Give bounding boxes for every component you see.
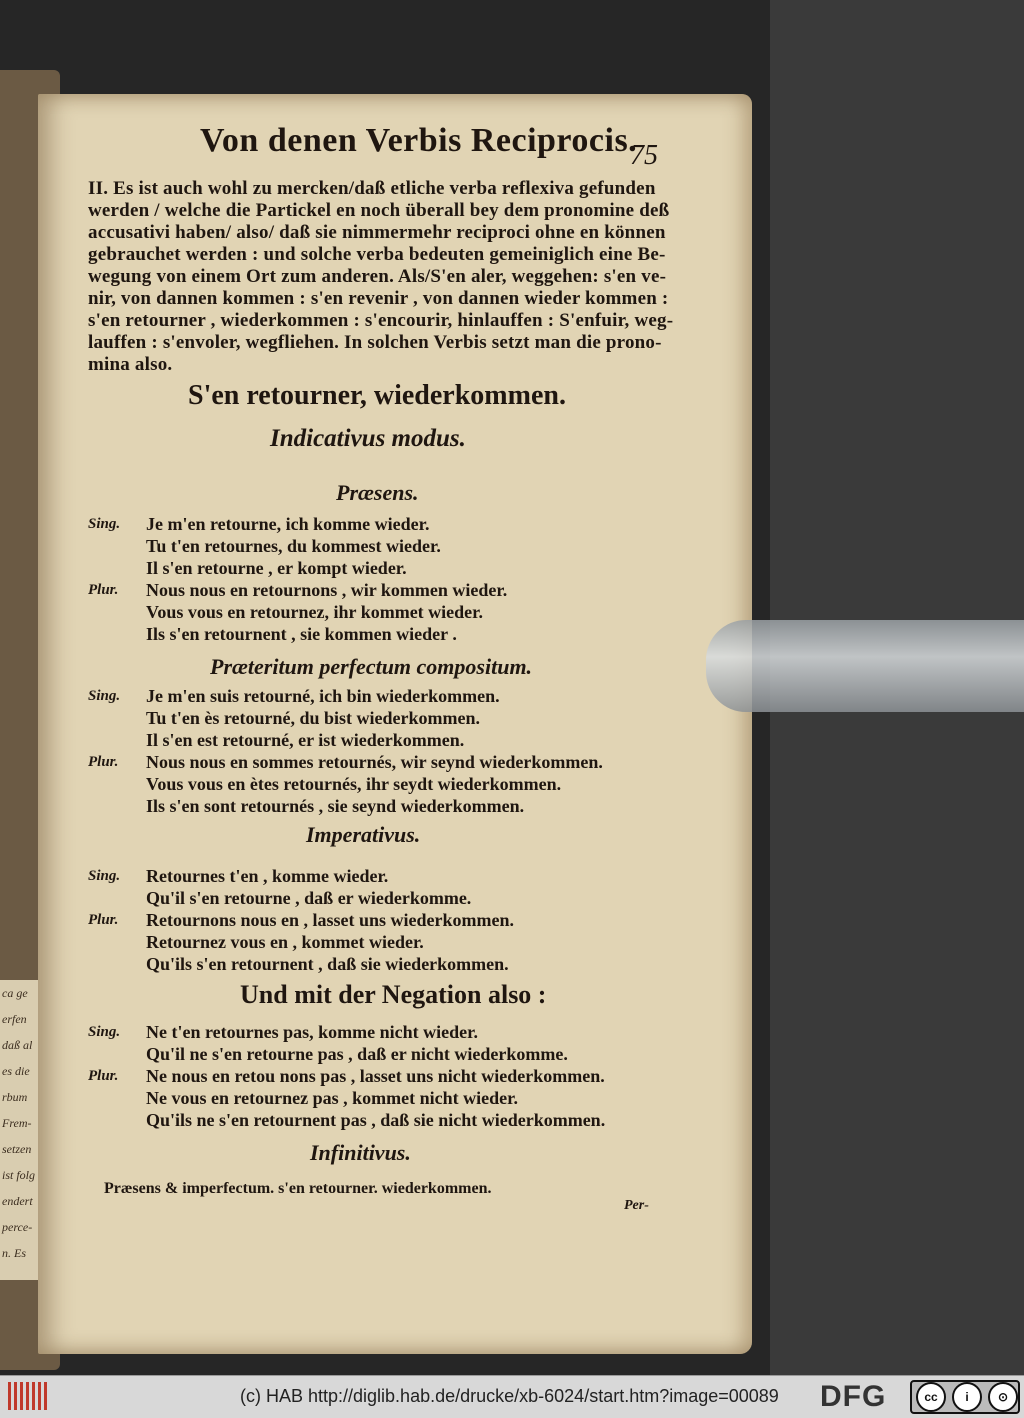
dfg-logo: DFG	[820, 1380, 887, 1413]
plur-label: Plur.	[88, 912, 119, 928]
page-number: 75	[630, 140, 658, 171]
section-heading-present: Præsens.	[336, 480, 419, 505]
conjugation-row: Retournez vous en , kommet wieder.	[146, 932, 424, 952]
sing-label: Sing.	[88, 688, 121, 704]
plur-label: Plur.	[88, 754, 119, 770]
plur-label: Plur.	[88, 582, 119, 598]
sing-label: Sing.	[88, 516, 121, 532]
conjugation-row: Vous vous en retournez, ihr kommet wieder.	[146, 602, 483, 622]
sa-icon: ⊙	[988, 1382, 1018, 1412]
conjugation-row: Qu'il ne s'en retourne pas , daß er nicht wiederkomme.	[146, 1044, 568, 1064]
section-heading-imperative: Imperativus.	[306, 822, 421, 847]
conjugation-row: Nous nous en retournons , wir kommen wieder.	[146, 580, 508, 600]
conjugation-row: Qu'il s'en retourne , daß er wiederkomme.	[146, 888, 472, 908]
intro-line: gebrauchet werden : und solche verba bedeuten gemeiniglich eine Be-	[88, 244, 666, 265]
credit-text: (c) HAB http://diglib.hab.de/drucke/xb-6024/start.htm?image=00089	[240, 1386, 779, 1406]
left-fragment-line: erfen	[2, 1012, 27, 1026]
conjugation-row: Tu t'en ès retourné, du bist wiederkommen.	[146, 708, 481, 728]
conjugation-row: Nous nous en sommes retournés, wir seynd wiederkommen.	[146, 752, 603, 772]
conjugation-row: Ne nous en retou nons pas , lasset uns nicht wiederkommen.	[146, 1066, 605, 1086]
conjugation-row: Je m'en retourne, ich komme wieder.	[146, 514, 430, 534]
intro-line: accusativi haben/ also/ daß sie nimmermehr reciproci ohne en können	[88, 222, 666, 243]
conjugation-row: Il s'en est retourné, er ist wiederkommen.	[146, 730, 465, 750]
left-fragment-line: n. Es	[2, 1246, 26, 1260]
hab-logo-icon	[8, 1382, 48, 1410]
left-fragment-line: Frem-	[2, 1116, 32, 1130]
left-fragment-line: perce-	[2, 1220, 33, 1234]
left-fragment-line: ca ge	[2, 986, 28, 1000]
conjugation-row: Retournes t'en , komme wieder.	[146, 866, 389, 886]
intro-line: lauffen : s'envoler, wegfliehen. In solchen Verbis setzt man die prono-	[88, 332, 662, 353]
running-header: Von denen Verbis Reciprocis.	[200, 122, 638, 159]
intro-line: werden / welche die Partickel en noch überall bey dem pronomine deß	[88, 200, 670, 221]
intro-line: wegung von einem Ort zum anderen. Als/S'en aler, weggehen: s'en ve-	[88, 266, 667, 287]
conjugation-row: Tu t'en retournes, du kommest wieder.	[146, 536, 441, 556]
section-heading-negation: Und mit der Negation also :	[240, 980, 547, 1009]
conjugation-row: Ils s'en retournent , sie kommen wieder .	[146, 624, 457, 644]
left-fragment-line: rbum	[2, 1090, 28, 1104]
intro-line: s'en retourner , wiederkommen : s'encourir, hinlauffen : S'enfuir, weg-	[88, 310, 674, 331]
left-fragment-line: daß al	[2, 1038, 33, 1052]
section-heading-perfect: Præteritum perfectum compositum.	[210, 654, 533, 679]
plur-label: Plur.	[88, 1068, 119, 1084]
by-icon: i	[952, 1382, 982, 1412]
left-fragment-line: setzen	[2, 1142, 32, 1156]
intro-line: nir, von dannen kommen : s'en revenir , von dannen wieder kommen :	[88, 288, 669, 309]
left-page-fragment	[0, 980, 38, 1280]
left-fragment-line: endert	[2, 1194, 33, 1208]
conjugation-row: Ne t'en retournes pas, komme nicht wieder.	[146, 1022, 478, 1042]
conjugation-row: Qu'ils ne s'en retournent pas , daß sie nicht wiederkommen.	[146, 1110, 606, 1130]
sing-label: Sing.	[88, 868, 121, 884]
infinitive-line: Præsens & imperfectum. s'en retourner. wiederkommen.	[104, 1180, 492, 1197]
intro-line: II. Es ist auch wohl zu mercken/daß etliche verba reflexiva gefunden	[88, 178, 656, 199]
mood-heading: Indicativus modus.	[270, 425, 466, 452]
license-badge[interactable]	[910, 1380, 1020, 1414]
intro-line: mina also.	[88, 354, 173, 375]
page-clip	[706, 620, 1024, 712]
conjugation-row: Vous vous en ètes retournés, ihr seydt wiederkommen.	[146, 774, 562, 794]
conjugation-row: Il s'en retourne , er kompt wieder.	[146, 558, 407, 578]
conjugation-row: Ils s'en sont retournés , sie seynd wiederkommen.	[146, 796, 525, 816]
section-heading-infinitive: Infinitivus.	[310, 1140, 411, 1165]
sing-label: Sing.	[88, 1024, 121, 1040]
cc-icon: cc	[916, 1382, 946, 1412]
conjugation-row: Je m'en suis retourné, ich bin wiederkommen.	[146, 686, 500, 706]
conjugation-row: Qu'ils s'en retournent , daß sie wiederkommen.	[146, 954, 509, 974]
conjugation-row: Ne vous en retournez pas , kommet nicht wieder.	[146, 1088, 518, 1108]
conjugation-row: Retournons nous en , lasset uns wiederkommen.	[146, 910, 515, 930]
conjugation-title: S'en retourner, wiederkommen.	[188, 380, 566, 411]
left-fragment-line: es die	[2, 1064, 30, 1078]
catchword: Per-	[624, 1198, 649, 1213]
left-fragment-line: ist folg	[2, 1168, 36, 1182]
